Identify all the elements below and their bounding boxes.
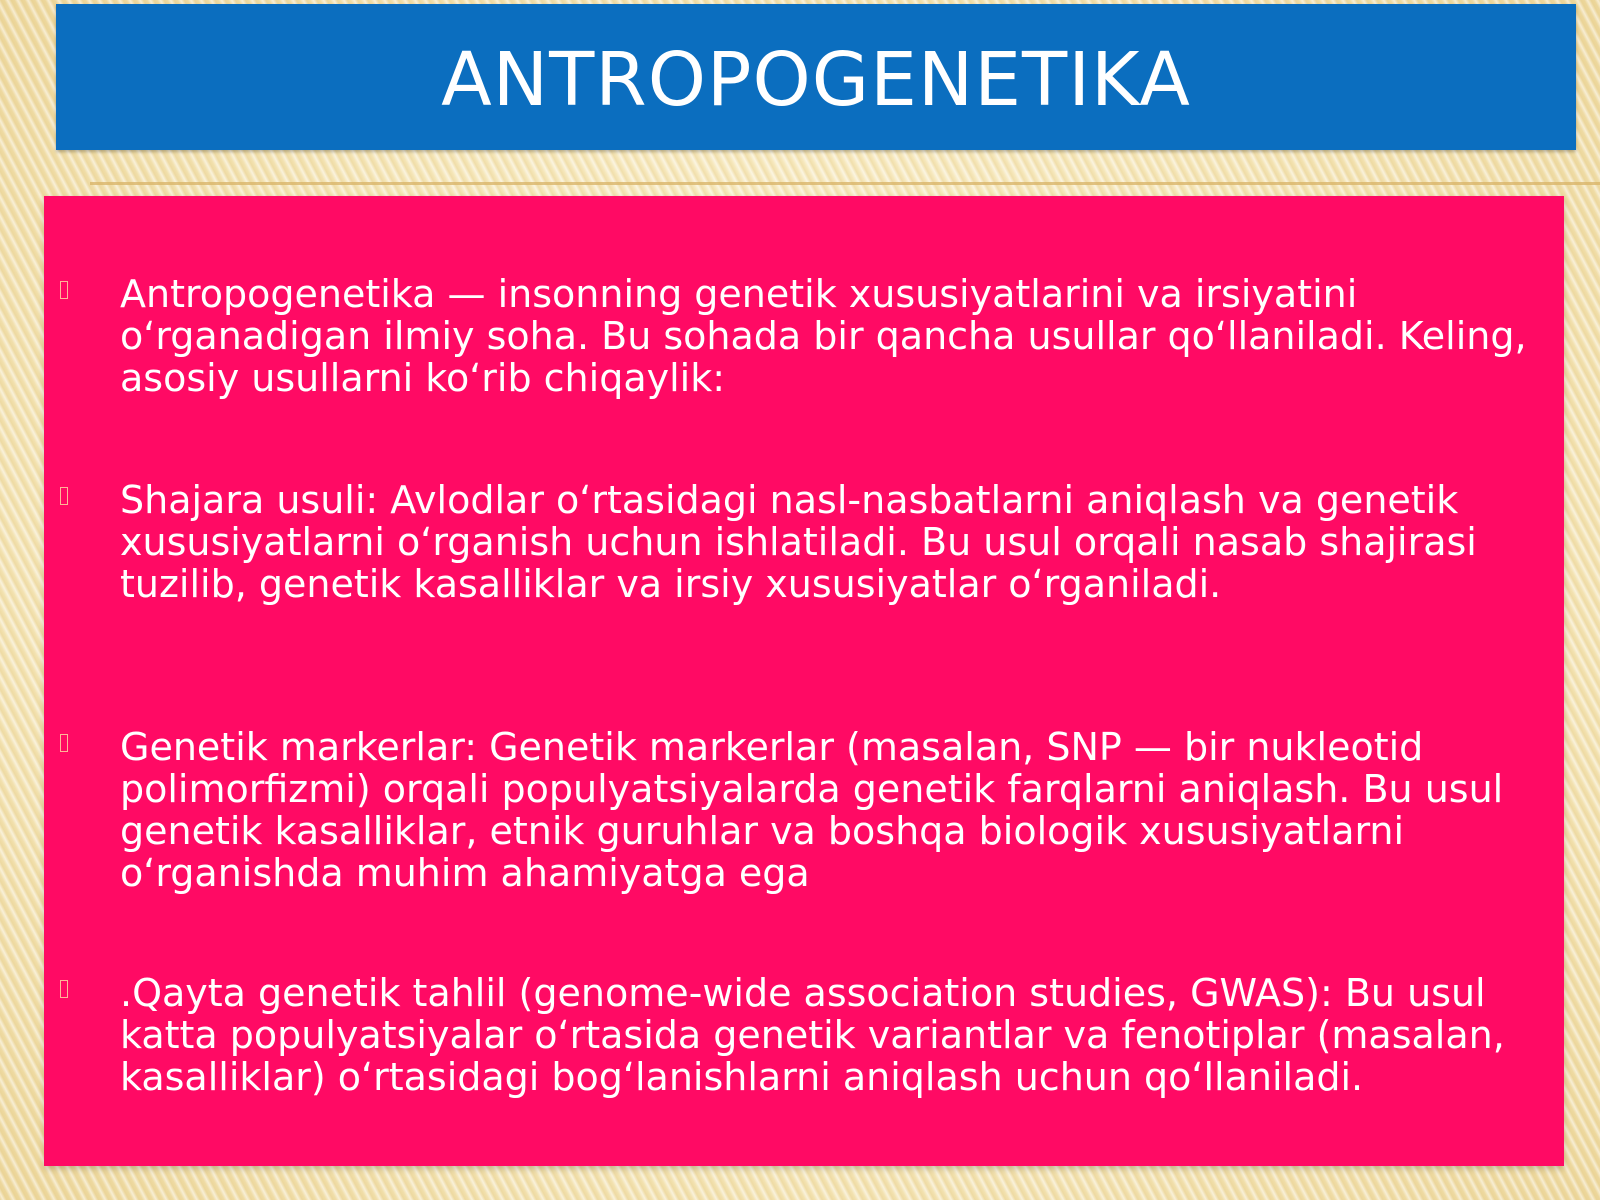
- bullet-text: .Qayta genetik tahlil (genome-wide association studies, GWAS): Bu usul katta populyatsiyalar o‘rtasida genetik variantlar va fenotiplar (masalan, kasalliklar) o‘rtasidagi bog‘lanishlarni aniqlash uchun qo‘llaniladi.: [120, 971, 1505, 1099]
- square-bullet-icon: [60, 734, 68, 752]
- title-divider: [90, 182, 1600, 185]
- square-bullet-icon: [60, 980, 68, 998]
- bullet-text: Antropogenetika — insonning genetik xususiyatlarini va irsiyatini o‘rganadigan ilmiy soha. Bu sohada bir qancha usullar qo‘llaniladi. Keling, asosiy usullarni ko‘rib chiqaylik:: [120, 272, 1527, 400]
- square-bullet-icon: [60, 281, 68, 299]
- slide-title: ANTROPOGENETIKA: [441, 37, 1191, 123]
- content-box: [44, 196, 1564, 1166]
- square-bullet-icon: [60, 487, 68, 505]
- bullet-text: Shajara usuli: Avlodlar o‘rtasidagi nasl-nasbatlarni aniqlash va genetik xususiyatlarni o‘rganish uchun ishlatiladi. Bu usul orqali nasab shajirasi tuzilib, genetik kasalliklar va irsiy xususiyatlar o‘rganiladi.: [120, 478, 1477, 606]
- bullet-text: Genetik markerlar: Genetik markerlar (masalan, SNP — bir nukleotid polimorfizmi) orqali populyatsiyalarda genetik farqlarni aniqlash. Bu usul genetik kasalliklar, etnik guruhlar va boshqa biologik xususiyatlarni o‘rganishda muhim ahamiyatga ega: [120, 725, 1504, 895]
- title-bar: [56, 4, 1576, 150]
